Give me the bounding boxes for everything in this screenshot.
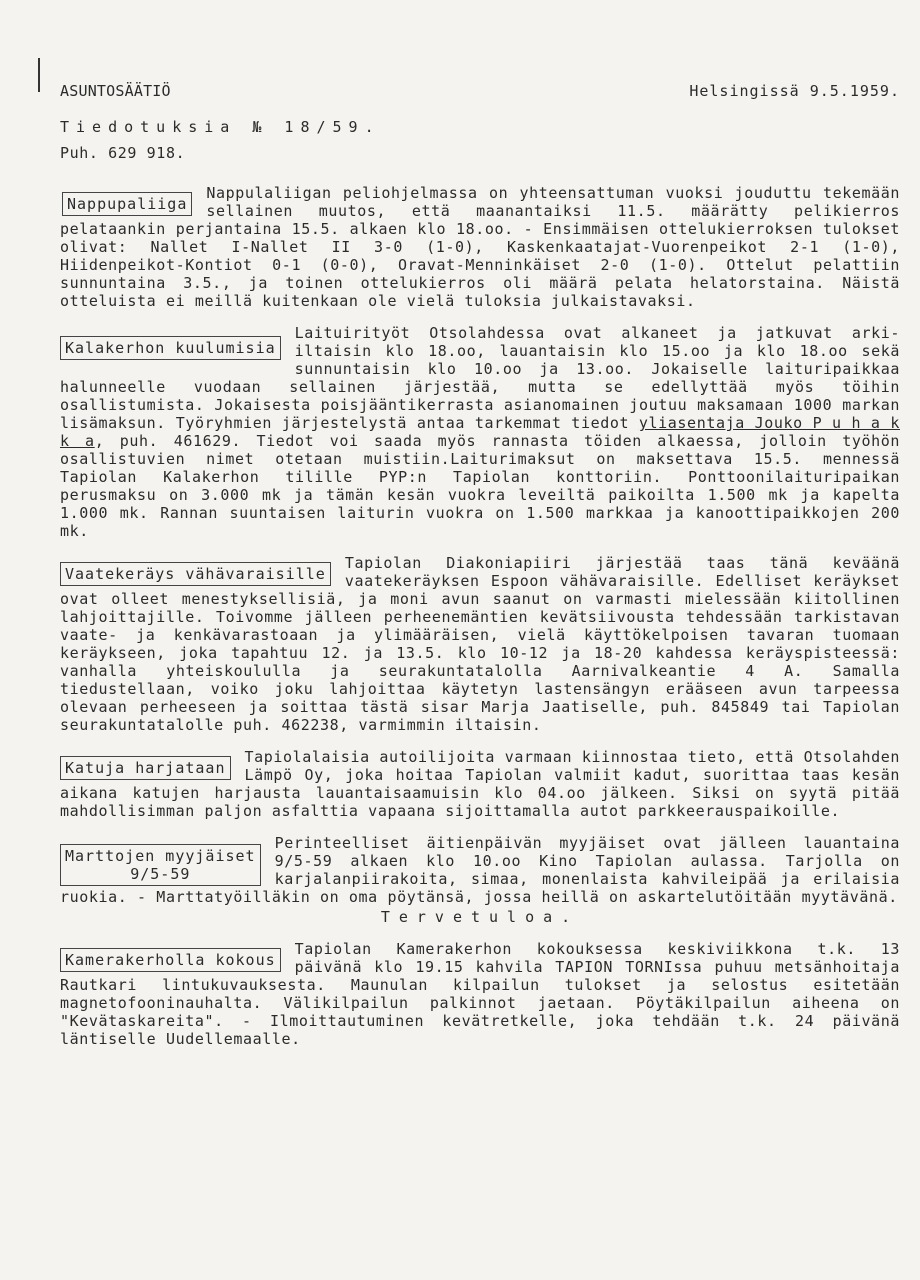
- text-part: Laituirityöt Otsolahdessa ovat alkaneet ja jatkuvat arki-iltaisin klo 18.oo, lauantaisin klo 15.oo ja klo 18.oo sekä sunnuntaisin klo 10.oo ja 13.oo. Jokaiselle laituripaikkaa halunneelle vuodaan sellainen järjestää, mutta se edellyttää myös töihin osallistumista. Jokaisesta poisjääntikerrasta asianomainen joutuu maksamaan 1000 markan lisämaksun. Työryhmien järjestelystä antaa tarkemmat tiedot: [60, 324, 900, 432]
- section-heading-date: 9/5-59: [130, 865, 191, 883]
- section-heading: Vaatekeräys vähävaraisille: [65, 565, 326, 583]
- margin-mark: [38, 58, 40, 92]
- section-heading-box: [60, 336, 281, 360]
- section-heading-box: [62, 192, 192, 216]
- section-heading: Kamerakerholla kokous: [65, 951, 276, 969]
- section-katuja-harjataan: [60, 748, 900, 820]
- section-kamerakerho: [60, 940, 900, 1048]
- section-heading-box: [60, 756, 231, 780]
- section-text: Tapiolan Kamerakerhon kokouksessa keskiviikkona t.k. 13 päivänä klo 19.15 kahvila TAPION TORNIssa puhuu metsänhoitaja Rautkari lintukuvauksesta. Maunulan kilpailun tulokset ja selostus esitetään magnetofooninauhalta. Välikilpailun palkinnot jaetaan. Pöytäkilpailun aiheena on "Kevätaskareita". - Ilmoittautuminen kevätretkelle, joka tehdään t.k. 24 päivänä läntiselle Uudellemaalle.: [60, 940, 900, 1048]
- header: [60, 82, 900, 110]
- section-text: Perinteelliset äitienpäivän myyjäiset ovat jälleen lauantaina 9/5-59 alkaen klo 10.oo Kino Tapiolan aulassa. Tarjolla on karjalanpiirakoita, simaa, monenlaista kahvileipää ja erilaisia ruokia. - Marttatyöilläkin on oma pöytänsä, jossa heillä on askartelutöitään myytävänä.: [60, 834, 900, 906]
- document-page: [60, 82, 900, 1048]
- text-part: , puh. 461629. Tiedot voi saada myös rannasta töiden alkaessa, jolloin työhön osallistuvien nimet otetaan muistiin.Laiturimaksut on maksettava 15.5. mennessä Tapiolan Kalakerhon tilille PYP:n Tapiolan konttoriin. Ponttoonilaituripaikan perusmaksu on 3.000 mk ja tämän kesän vuokra leveiltä paikoilta 1.500 mk ja kapelta 1.000 mk. Rannan suuntaisen laiturin vuokra on 1.500 markkaa ja kanoottipaikkojen 200 mk.: [60, 432, 900, 540]
- section-nappulaliiga: [60, 184, 900, 310]
- section-heading: Marttojen myyjäiset: [65, 847, 256, 865]
- section-heading: Kalakerhon kuulumisia: [65, 339, 276, 357]
- section-text: Tapiolalaisia autoilijoita varmaan kiinnostaa tieto, että Otsolahden Lämpö Oy, joka hoitaa Tapiolan valmiit kadut, suorittaa taas kesän aikana katujen harjausta lauantaisaamuisin klo 04.oo jälkeen. Siksi on syytä pitää mahdollisimman paljon asfalttia vapaana sijoittamalla autot parkkeerauspaikoille.: [60, 748, 900, 820]
- bulletin-number: Tiedotuksia № 18/59.: [60, 118, 381, 136]
- section-heading: Katuja harjataan: [65, 759, 226, 777]
- section-text: Tapiolan Diakoniapiiri järjestää taas tänä keväänä vaatekeräyksen Espoon vähävaraisille. Edelliset keräykset ovat olleet menestyksellisiä, ja moni avun saanut on varmasti mielessään kiitollinen lahjoittajille. Toivomme jälleen perheenemäntien kevätsiivousta tehdessään tarkistavan vaate- ja kenkävarastoaan ja ylimääräisen, vielä käyttökelpoisen tavaran tuomaan keräykseen, joka tapahtuu 12. ja 13.5. klo 10-12 ja 18-20 kahdessa keräyspisteessä: vanhalla yhteiskoululla ja seurakuntatalolla Aarnivalkeantie 4 A. Samalla tiedustellaan, voiko joku lahjoittaa käytetyn lastensängyn erääseen avun tarpeessa olevaan perheeseen ja soittaa tästä sisar Marja Jaatiselle, puh. 845849 tai Tapiolan seurakuntatalolle puh. 462238, varmimmin iltaisin.: [60, 554, 900, 734]
- contact-name: yliasentaja Jouko P u h a k k a: [60, 414, 900, 450]
- place-date: Helsingissä 9.5.1959.: [689, 82, 900, 100]
- section-heading-box: [60, 948, 281, 972]
- section-heading: Nappupaliiga: [67, 195, 188, 213]
- section-marttojen-myyjaiset: [60, 834, 900, 926]
- organization-name: ASUNTOSÄÄTIÖ: [60, 82, 171, 100]
- phone-number: Puh. 629 918.: [60, 144, 186, 162]
- section-kalakerho: [60, 324, 900, 540]
- section-heading-box: [60, 562, 331, 586]
- section-vaatekerays: [60, 554, 900, 734]
- section-text: Nappulaliigan peliohjelmassa on yhteensattuman vuoksi jouduttu tekemään sellainen muutos, että maanantaiksi 11.5. määrätty pelikierros pelataankin perjantaina 15.5. alkaen klo 18.oo. - Ensimmäisen ottelukierroksen tulokset olivat: Nallet I-Nallet II 3-0 (1-0), Kaskenkaatajat-Vuorenpeikot 2-1 (1-0), Hiidenpeikot-Kontiot 0-1 (0-0), Oravat-Menninkäiset 2-0 (1-0). Ottelut pelattiin sunnuntaina 3.5., ja toinen ottelukierros oli määrä pelata helatorstaina. Näistä otteluista ei meillä kuitenkaan ole vielä tuloksia julkaistavaksi.: [60, 184, 900, 310]
- closing-greeting: Tervetuloa.: [380, 908, 580, 926]
- section-heading-box: [60, 844, 261, 886]
